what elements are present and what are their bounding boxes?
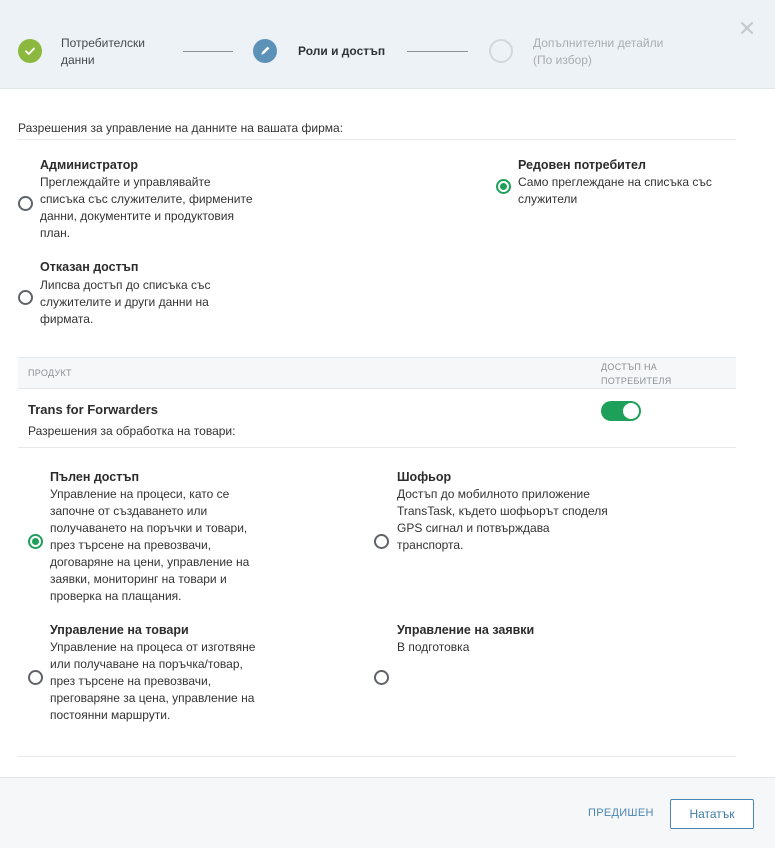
option-title-access-denied: Отказан достъп [40, 260, 139, 274]
option-desc-administrator [40, 174, 253, 242]
toggle-knob [623, 403, 639, 419]
step1-label [61, 35, 171, 69]
desc-line: Управление на процеси, като се [50, 487, 230, 501]
close-icon[interactable] [739, 20, 755, 36]
radio-requests-management[interactable] [374, 670, 389, 685]
option-desc-requests-management [397, 639, 469, 656]
desc-line: Липсва достъп до списъка със [40, 278, 211, 292]
desc-line: Достъп до мобилното приложение [397, 487, 590, 501]
option-title-full-access: Пълен достъп [50, 470, 139, 484]
desc-line: заявки, мониторинг на товари и [50, 572, 227, 586]
radio-cargo-management[interactable] [28, 670, 43, 685]
option-title-driver: Шофьор [397, 470, 452, 484]
divider [18, 139, 736, 140]
products-table-header [18, 357, 736, 389]
desc-line: през търсене на превозвачи, [50, 538, 212, 552]
step2-label: Роли и достъп [298, 44, 386, 58]
desc-line: Само преглеждане на списъка със [518, 175, 712, 189]
divider [18, 756, 736, 757]
step-connector [183, 51, 233, 52]
column-header-user-access [601, 360, 711, 388]
desc-line: през търсене на превозвачи, [50, 674, 212, 688]
option-title-requests-management: Управление на заявки [397, 623, 535, 637]
product-permissions-subtitle: Разрешения за обработка на товари: [28, 424, 236, 438]
desc-line: TransTask, където шофьорът споделя [397, 504, 608, 518]
step3-label-line1: Допълнителни детайли [533, 36, 664, 50]
desc-line: проверка на плащания. [50, 589, 182, 603]
option-title-regular-user: Редовен потребител [518, 158, 646, 172]
option-desc-full-access [50, 486, 249, 605]
desc-line: данни, документите и продуктовия [40, 209, 234, 223]
desc-line: В подготовка [397, 640, 470, 654]
radio-regular-user[interactable] [496, 179, 511, 194]
desc-line: или получаване на поръчка/товар, [50, 657, 243, 671]
desc-line: фирмата. [40, 312, 94, 326]
desc-line: списъка със служителите, фирмените [40, 192, 253, 206]
radio-administrator[interactable] [18, 196, 33, 211]
desc-line: започне от създаването или [50, 504, 208, 518]
desc-line: договаряне на цени, управление на [50, 555, 250, 569]
radio-access-denied[interactable] [18, 290, 33, 305]
option-desc-regular-user [518, 174, 712, 208]
desc-line: Управление на процеса от изготвяне [50, 640, 256, 654]
column-header-line: ПОТРЕБИТЕЛЯ [601, 376, 672, 386]
desc-line: служители [518, 192, 578, 206]
divider [18, 447, 736, 448]
step-completed-check-icon [18, 39, 42, 63]
desc-line: Преглеждайте и управлявайте [40, 175, 211, 189]
company-permissions-title: Разрешения за управление на данните на вашата фирма: [18, 121, 344, 135]
option-desc-access-denied [40, 277, 211, 328]
radio-driver[interactable] [374, 534, 389, 549]
step-connector [407, 51, 468, 52]
product-name: Trans for Forwarders [28, 402, 159, 417]
desc-line: постоянни маршрути. [50, 708, 171, 722]
desc-line: получаването на поръчки и товари, [50, 521, 248, 535]
step1-label-line1: Потребителски [61, 36, 145, 50]
desc-line: GPS сигнал и потвърждава [397, 521, 550, 535]
step3-label-line2: (По избор) [533, 53, 592, 67]
desc-line: транспорта. [397, 538, 464, 552]
option-title-administrator: Администратор [40, 158, 139, 172]
option-desc-driver [397, 486, 608, 554]
column-header-line: ДОСТЪП НА [601, 362, 658, 372]
column-header-product: ПРОДУКТ [28, 368, 72, 378]
step-active-pencil-icon [253, 39, 277, 63]
option-title-cargo-management: Управление на товари [50, 623, 189, 637]
desc-line: план. [40, 226, 71, 240]
dialog-footer [0, 777, 775, 848]
desc-line: преговаряне за цена, управление на [50, 691, 255, 705]
user-access-toggle[interactable] [601, 401, 641, 421]
step-pending-circle-icon [489, 39, 513, 63]
previous-button[interactable]: ПРЕДИШЕН [588, 807, 654, 819]
step3-label [533, 35, 683, 69]
step1-label-line2: данни [61, 53, 95, 67]
next-button[interactable]: Нататък [670, 799, 754, 829]
radio-full-access[interactable] [28, 534, 43, 549]
option-desc-cargo-management [50, 639, 255, 724]
stepper-header [0, 0, 775, 89]
desc-line: служителите и други данни на [40, 295, 209, 309]
